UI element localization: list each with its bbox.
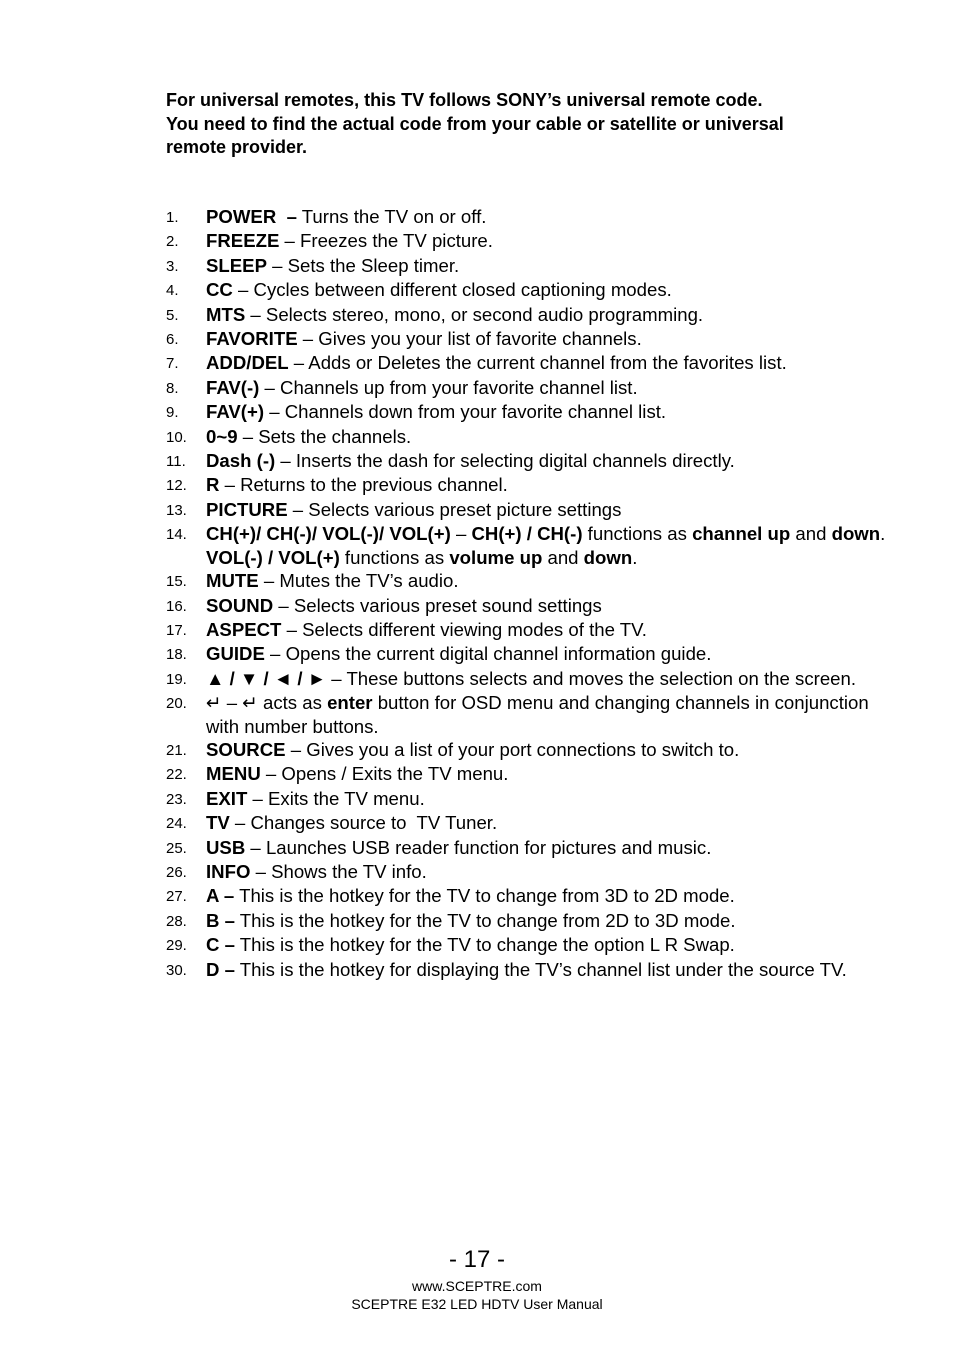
button-name: channel up <box>692 523 791 545</box>
button-name: SLEEP <box>206 254 267 276</box>
description-text: This is the hotkey for the TV to change from 2D to 3D mode. <box>234 909 736 931</box>
list-item-description <box>206 836 886 860</box>
list-item <box>166 762 886 786</box>
list-item-number: 20. <box>166 695 187 713</box>
list-item <box>166 376 886 400</box>
button-name: VOL(-) / VOL(+) <box>206 546 340 568</box>
button-name: volume up <box>449 546 543 568</box>
description-text: – Sets the Sleep timer. <box>266 254 460 276</box>
description-text: – Opens / Exits the TV menu. <box>260 763 509 785</box>
list-item <box>166 327 886 351</box>
list-item-number: 26. <box>166 863 187 881</box>
list-item-description <box>206 473 886 497</box>
description-text: functions as <box>339 546 450 568</box>
button-name: FAV(-) <box>206 376 260 398</box>
list-item <box>166 667 886 691</box>
description-text: – Launches USB reader function for pictures and music. <box>245 836 712 858</box>
list-item <box>166 594 886 618</box>
list-item-number: 18. <box>166 646 187 664</box>
button-name: B – <box>206 909 235 931</box>
list-item-description <box>206 351 886 375</box>
list-item-description <box>206 569 886 593</box>
description-text: – Selects various preset picture settings <box>287 498 622 520</box>
list-item-description <box>206 811 886 835</box>
list-item-description <box>206 958 886 982</box>
list-item <box>166 449 886 473</box>
list-item-description <box>206 303 886 327</box>
list-item-number: 24. <box>166 815 187 833</box>
list-item-number: 6. <box>166 331 179 349</box>
list-item <box>166 642 886 666</box>
list-item <box>166 522 891 569</box>
button-name: FAV(+) <box>206 401 265 423</box>
list-item-number: 3. <box>166 257 179 275</box>
description-text: – Opens the current digital channel information guide. <box>264 643 712 665</box>
button-name: CH(+)/ CH(-)/ VOL(-)/ VOL(+) <box>206 523 451 545</box>
universal-remote-note <box>166 89 886 160</box>
button-name: POWER – <box>206 206 297 227</box>
list-item-description <box>206 884 886 908</box>
button-name: ADD/DEL <box>206 352 289 374</box>
button-name: FAVORITE <box>206 328 298 350</box>
list-item <box>166 836 886 860</box>
button-name: A – <box>206 885 235 907</box>
button-name: CC <box>206 279 233 301</box>
list-item-description <box>206 278 886 302</box>
list-item-number: 23. <box>166 790 187 808</box>
list-item-description <box>206 787 886 811</box>
button-name: PICTURE <box>206 498 288 520</box>
list-item-description <box>206 498 886 522</box>
description-text: – Sets the channels. <box>237 425 412 447</box>
button-name: SOUND <box>206 594 274 616</box>
note-line-2: You need to find the actual code from your cable or satellite or universal <box>166 113 784 134</box>
list-item-number: 14. <box>166 526 187 544</box>
list-item <box>166 351 886 375</box>
list-item-description <box>206 642 886 666</box>
list-item-number: 22. <box>166 766 187 784</box>
description-text: – Selects different viewing modes of the TV. <box>281 618 647 640</box>
list-item <box>166 205 886 229</box>
list-item <box>166 958 886 982</box>
button-name: EXIT <box>206 787 248 809</box>
description-text: . <box>632 546 638 568</box>
description-text: – Changes source to TV Tuner. <box>229 812 498 834</box>
description-text: – Channels up from your favorite channel list. <box>259 376 638 398</box>
description-text: – Returns to the previous channel. <box>219 474 508 496</box>
list-item-number: 15. <box>166 573 187 591</box>
description-text: . <box>880 523 891 545</box>
list-item-number: 21. <box>166 741 187 759</box>
list-item <box>166 811 886 835</box>
list-item-description <box>206 400 886 424</box>
list-item-description <box>206 229 886 253</box>
description-text: and <box>542 546 584 568</box>
list-item-number: 17. <box>166 621 187 639</box>
description-text: – Gives you a list of your port connections to switch to. <box>285 738 740 760</box>
list-item-number: 13. <box>166 501 187 519</box>
list-item-description <box>206 425 886 449</box>
description-text: functions as <box>582 523 693 545</box>
list-item-number: 1. <box>166 209 179 226</box>
description-text: – Inserts the dash for selecting digital channels directly. <box>275 450 735 472</box>
list-item-description <box>206 738 886 762</box>
description-text: – Gives you your list of favorite channels. <box>297 328 642 350</box>
description-text: Turns the TV on or off. <box>296 206 487 227</box>
list-item-number: 2. <box>166 233 179 251</box>
button-name: MTS <box>206 303 246 325</box>
button-name: GUIDE <box>206 643 265 665</box>
list-item-description <box>206 205 886 229</box>
button-name: D – <box>206 958 235 980</box>
list-item <box>166 229 886 253</box>
description-text: This is the hotkey for displaying the TV’s channel list under the source TV. <box>234 958 847 980</box>
description-text: button for OSD menu and changing channels in conjunction with number buttons. <box>206 692 874 737</box>
description-text: – These buttons selects and moves the selection on the screen. <box>326 667 857 689</box>
note-line-1: For universal remotes, this TV follows SONY’s universal remote code. <box>166 90 763 110</box>
list-item-number: 29. <box>166 937 187 955</box>
button-name: MENU <box>206 763 261 785</box>
list-item <box>166 691 886 738</box>
list-item-description <box>206 667 886 691</box>
description-text: – Exits the TV menu. <box>247 787 425 809</box>
list-item-number: 4. <box>166 282 179 300</box>
description-text: – Adds or Deletes the current channel from the favorites list. <box>288 352 787 374</box>
list-item-number: 16. <box>166 597 187 615</box>
list-item-description <box>206 860 886 884</box>
list-item <box>166 400 886 424</box>
list-item <box>166 738 886 762</box>
description-text: – Selects various preset sound settings <box>273 594 602 616</box>
description-text: – Selects stereo, mono, or second audio programming. <box>245 303 704 325</box>
list-item-number: 27. <box>166 888 187 906</box>
footer-website: www.SCEPTRE.com <box>412 1278 542 1294</box>
description-text: ↵ – ↵ acts as <box>206 692 328 714</box>
button-name: down <box>831 523 881 545</box>
description-text: – Mutes the TV’s audio. <box>258 570 459 592</box>
list-item-description <box>206 449 886 473</box>
list-item <box>166 498 886 522</box>
button-name: FREEZE <box>206 230 280 252</box>
list-item-number: 28. <box>166 912 187 930</box>
button-name: Dash (-) <box>206 450 276 472</box>
list-item <box>166 787 886 811</box>
button-name: R <box>206 474 220 496</box>
list-item-description <box>206 594 886 618</box>
description-text: and <box>790 523 832 545</box>
footer-manual-title: SCEPTRE E32 LED HDTV User Manual <box>351 1296 603 1312</box>
page-number: - 17 - <box>448 1246 505 1273</box>
button-name: SOURCE <box>206 738 286 760</box>
description-text: This is the hotkey for the TV to change from 3D to 2D mode. <box>234 885 735 907</box>
list-item-description <box>206 691 886 738</box>
list-item-number: 11. <box>166 453 186 471</box>
list-item-description <box>206 618 886 642</box>
list-item-number: 10. <box>166 428 187 446</box>
button-name: ▲ / ▼ / ◄ / ► <box>206 667 327 689</box>
button-name: TV <box>206 812 230 834</box>
description-text: – Shows the TV info. <box>250 860 427 882</box>
list-item <box>166 933 886 957</box>
description-text: – Channels down from your favorite channel list. <box>264 401 667 423</box>
list-item <box>166 278 886 302</box>
list-item-description <box>206 254 886 278</box>
button-name: MUTE <box>206 570 259 592</box>
list-item <box>166 860 886 884</box>
button-name: CH(+) / CH(-) <box>471 523 583 545</box>
list-item <box>166 425 886 449</box>
list-item-number: 7. <box>166 355 179 373</box>
list-item-description <box>206 376 886 400</box>
description-text: – Freezes the TV picture. <box>279 230 493 252</box>
list-item <box>166 618 886 642</box>
list-item-number: 25. <box>166 839 187 857</box>
button-name: INFO <box>206 860 251 882</box>
button-name: enter <box>327 692 373 714</box>
list-item-description <box>206 933 886 957</box>
button-name: ASPECT <box>206 618 282 640</box>
button-name: C – <box>206 934 235 956</box>
list-item-number: 12. <box>166 477 187 495</box>
list-item <box>166 303 886 327</box>
description-text: – Cycles between different closed captioning modes. <box>232 279 672 301</box>
list-item <box>166 569 886 593</box>
button-name: 0~9 <box>206 425 238 447</box>
note-line-3: remote provider. <box>166 137 308 157</box>
list-item <box>166 254 886 278</box>
list-item-number: 5. <box>166 306 179 324</box>
list-item-number: 8. <box>166 379 179 397</box>
button-name: USB <box>206 836 246 858</box>
description-text: – <box>450 523 472 545</box>
list-item <box>166 909 886 933</box>
list-item <box>166 884 886 908</box>
button-name: down <box>583 546 633 568</box>
list-item-number: 9. <box>166 404 179 422</box>
description-text: This is the hotkey for the TV to change the option L R Swap. <box>234 934 735 956</box>
list-item-description <box>206 327 886 351</box>
list-item-description <box>206 762 886 786</box>
list-item-number: 19. <box>166 670 187 688</box>
remote-button-list <box>166 205 891 982</box>
list-item-description <box>206 909 886 933</box>
list-item-description <box>206 522 891 569</box>
list-item <box>166 473 886 497</box>
list-item-number: 30. <box>166 961 187 979</box>
